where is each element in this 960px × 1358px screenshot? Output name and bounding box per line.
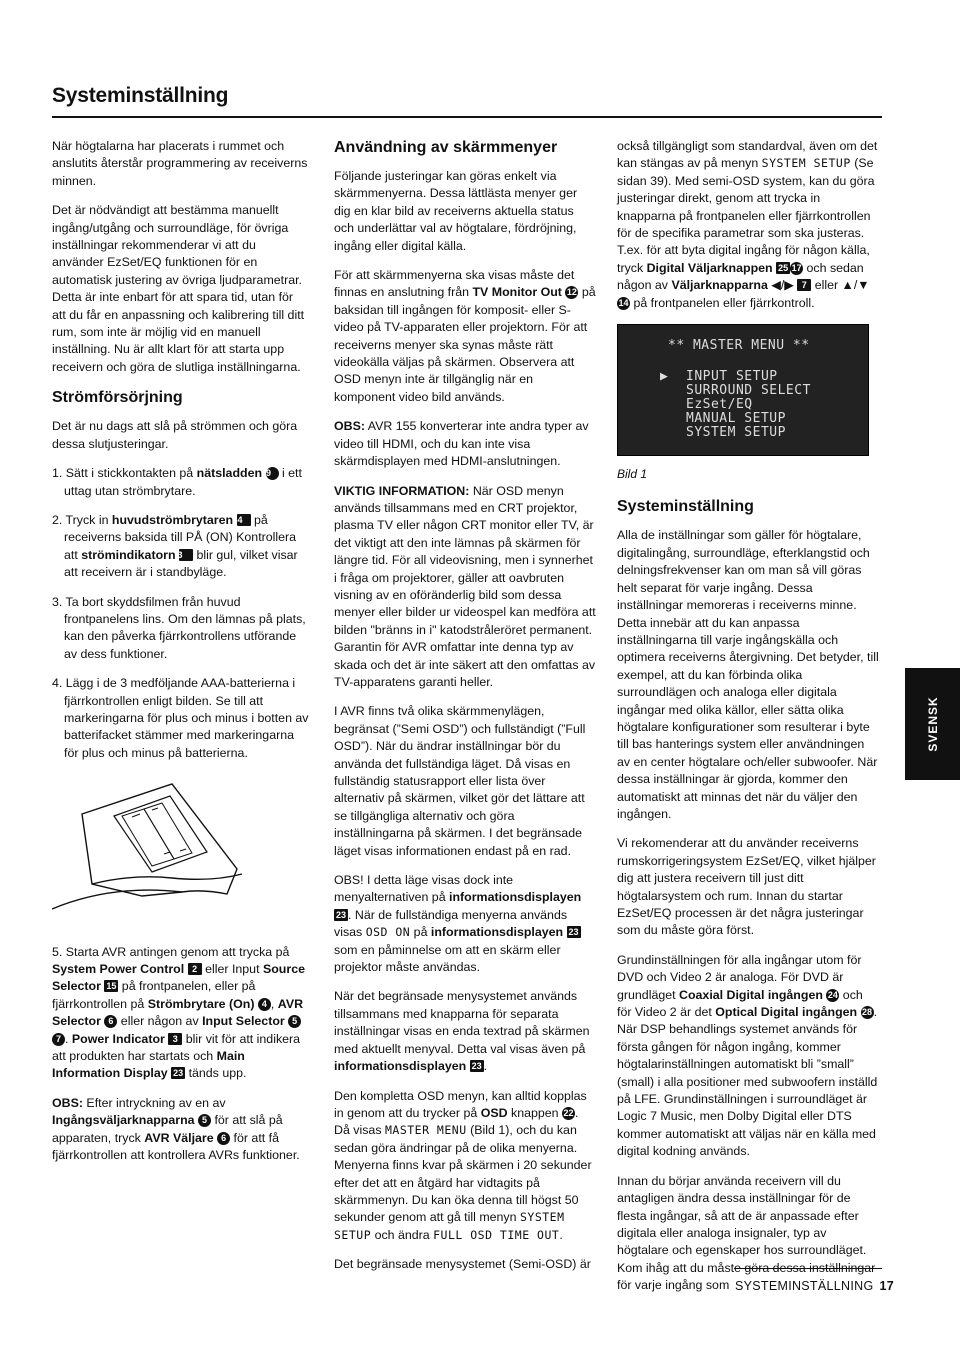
ref-number: 19: [266, 467, 279, 480]
steps-list: [52, 465, 309, 762]
paragraph: Det begränsade menysystemet (Semi-OSD) är: [334, 1257, 591, 1272]
osd-item: INPUT SETUP: [686, 369, 778, 385]
language-tab: SVENSK: [905, 668, 960, 780]
osd-master-menu-figure: [617, 324, 869, 456]
step-3: 3. Ta bort skyddsfilmen från huvud frontpanelens lins. Om den lämnas på plats, kan den påverka fjärrkontrollens utförande av dess funktioner.: [52, 594, 306, 661]
battery-illustration: [52, 774, 309, 919]
column-2: [334, 138, 596, 1286]
osd-menu-items: [686, 370, 811, 440]
paragraph: Vi rekomenderar att du använder receiverns rumskorrigeringsystem EzSet/EQ, vilket hjälper dig att justera receivern till just ditt högtalarsystem och rum. Innan du startar EzSet/EQ processen är det några justeringar som du måste göra först.: [617, 836, 876, 938]
paragraph: Det är nödvändigt att bestämma manuellt ingång/utgång och surroundläge, för övriga inställningar rekommenderar vi att du använder EzSet/EQ funktionen för en automatisk justering av övriga ljudparametrar. Detta är inte enbart för att spara tid, utan för att du får en anpassning och kalibrering till ditt rum, som inte är möjlig vid en manuell inställning. Nu är allt klart för att starta upp receivern och göra de slutliga inställningarna.: [52, 203, 305, 374]
paragraph: I AVR finns två olika skärmmenylägen, begränsat (”Semi OSD”) och fullständigt (”Full OSD”). När du ändrar inställningar bör du använda det fullständiga läget. Då visas en fullständig statusrapport eller lista över alternativ på skärmen, vilket gör det lättare att se tillgängliga alternativ och göra inställningarna på skärmen. I det begränsade läget visas informationen endast på en rad.: [334, 704, 586, 858]
paragraph: också tillgängligt som standardval, även om det kan stängas av på menyn SYSTEM SETUP (Se sidan 39). Med semi-OSD system, kan du göra justeringar direkt, genom att trycka in knapparna på frontpanelen eller fjärrkontrollen för de specifika parametrar som ska justeras. T.ex. för att byta digital ingång för någon källa, tryck Digital Väljarknappen 25 17 och sedan någon av Väljarknapparna ◀/▶ 7 eller ▲/▼ 14 på frontpanelen eller fjärrkontroll.: [617, 139, 878, 310]
paragraph: När högtalarna har placerats i rummet och anslutits återstår programmering av receiverns minnen.: [52, 139, 308, 188]
heading-system-setup: Systeminställning: [617, 498, 754, 516]
page-title: Systeminställning: [52, 84, 229, 107]
paragraph: Alla de inställningar som gäller för högtalare, digitalingång, surroundläge, efterklangstid och delningsfrekvenser kan om man så vill göras helt separat för varje ingång. Dessa inställningar memoreras i receiverns minne. Detta innebär att du kan anpassa inställningarna till varje ingångskälla och optimera receiverns återgivning. Det betyder, till exempel, att du kan förbinda olika surroundlägen och analoga eller digitala ingångar med olika källor, eller sätta olika högtalare konfigurationer som resulterar i byte till bas hanterings system eller användningen av en center högtalare och/eller subwoofer. När dessa inställningar är gjorda, kommer den automatiskt att minnas det när du väljer den ingången.: [617, 528, 879, 821]
osd-item: SURROUND SELECT: [686, 383, 811, 399]
page-footer: [735, 1279, 894, 1293]
column-1: [52, 138, 309, 1176]
step-4: 4. Lägg i de 3 medföljande AAA-batterierna i fjärrkontrollen enligt bilden. Se till att markeringarna för plus och minus i botten av batterifacket stämmer med markeringarna för plus och minus på batterierna.: [52, 676, 309, 760]
step-1: 1. Sätt i stickkontakten på nätsladden 19 i ett uttag utan strömbrytare.: [52, 466, 302, 498]
paragraph: Den kompletta OSD menyn, kan alltid kopplas in genom att du trycker på OSD knappen 22 . Då visas MASTER MENU (Bild 1), och du kan sedan göra ändringar på de olika menyerna. Menyerna finns kvar på skärmen i 20 sekunder efter det att en åtgärd har vidtagits på skärmmenyn. Du kan öka denna till högst 50 sekunder genom att gå till menyn SYSTEM SETUP och ändra FULL OSD TIME OUT.: [334, 1088, 592, 1242]
footer-label: SYSTEMINSTÄLLNING: [735, 1279, 874, 1293]
paragraph: Innan du börjar använda receivern vill du antagligen ändra dessa inställningar för de flesta ingångar, så att de är anpassade efter digitala eller analoga insignaler, typ av högtalare och egenskaper hos surroundläget. Kom ihåg att du måste göra dessa inställningar för varje ingång som: [617, 1173, 876, 1293]
column-3: [617, 138, 879, 1307]
osd-title: ** MASTER MENU **: [668, 338, 810, 354]
paragraph: När det begränsade menysystemet används tillsammans med knapparna för separata inställningar visas en enda textrad på skärmen med aktuellt menyval. Detta val visas även på informationsdisplayen 23 .: [334, 989, 590, 1074]
paragraph: VIKTIG INFORMATION: När OSD menyn används tillsammans med en CRT projektor, plasma TV eller någon CRT monitor eller TV, är det viktigt att den inte lämnas på skärmen för längre tid. För all videovisning, men i synnerhet i fråga om projektorer, gäller att oavbruten visning av en oföränderlig bild som dessa menyer eller bilder ur videospel kan medföra att bilden "bränns in i" katodstråleröret permanent. Garantin för AVR omfattar inte denna typ av skada och det är inte säkert att den omfattas av TV-apparatens garanti heller.: [334, 483, 596, 689]
obs-note: OBS: Efter intryckning av en av Ingångsväljarknapparna 5 för att slå på apparaten, tryck AVR Väljare 6 för att få fjärrkontrollen att kontrollera AVRs funktioner.: [52, 1095, 300, 1163]
header-rule: [52, 116, 882, 118]
heading-power: Strömförsörjning: [52, 389, 183, 407]
paragraph: Det är nu dags att slå på strömmen och göra dessa slutjusteringar.: [52, 419, 298, 451]
paragraph: Grundinställningen för alla ingångar utom för DVD och Video 2 är analoga. För DVD är grundläget Coaxial Digital ingången 24 och för Video 2 är det Optical Digital ingången 28 . När DSP behandlings systemet används för första gången för någon ingång, kommer högtalarinställningen automatiskt bli ”small” (small) i alla positioner med subwoofern inställd på LFE. Grundinställningen i surroundläget är Logic 7 Music, men Dolby Digital eller DTS kommer automatiskt att väljas när en källa med digital kodning används.: [617, 952, 878, 1159]
osd-item: EzSet/EQ: [686, 397, 753, 413]
step-5: 5. Starta AVR antingen genom att trycka på System Power Control 2 eller Input Source Selector 15 på frontpanelen, eller på fjärrkontrollen på Strömbrytare (On) 4 , AVR Selector 6 eller någon av Input Selector 57 . Power Indicator 3 blir vit för att indikera att produkten har startats och Main Information Display 23 tänds upp.: [52, 944, 305, 1081]
heading-screen-menus: Användning av skärmmenyer: [334, 139, 558, 156]
paragraph: Följande justeringar kan göras enkelt via skärmmenyerna. Dessa lättlästa menyer ger dig en klar bild av receiverns aktuella status och underlättar val av högtalare, fördröjning, ingång eller digital källa.: [334, 169, 578, 253]
paragraph: För att skärmmenyerna ska visas måste det finnas en anslutning från TV Monitor Out 12 på baksidan till ingången för komposit- eller S-video på TV-apparaten eller projektorn. För att receiverns menyer ska synas måste rätt videokälla väljas på skärmen. Observera att OSD menyn inte är tillgänglig när en komponent video bild används.: [334, 268, 596, 404]
osd-item: SYSTEM SETUP: [686, 425, 786, 441]
osd-item: MANUAL SETUP: [686, 411, 786, 427]
osd-cursor-icon: ▶: [660, 369, 669, 385]
step-2: 2. Tryck in huvudströmbrytaren 34 på receiverns baksida till PÅ (ON) Kontrollera att strömindikatorn 3 blir gul, vilket visar att receivern är i standbyläge.: [52, 512, 298, 580]
figure-caption: Bild 1: [617, 467, 648, 482]
page-number: 17: [879, 1279, 894, 1293]
ref-number: 34: [237, 514, 251, 526]
paragraph: OBS: AVR 155 konverterar inte andra typer av video till HDMI, och du kan inte visa skärmdisplayen med HDMI-anslutningen.: [334, 419, 589, 469]
ref-number: 3: [179, 549, 193, 561]
paragraph: OBS! I detta läge visas dock inte menyalternativen på informationsdisplayen 23 . När de fullständiga menyerna används visas OSD ON på informationsdisplayen 23 som en påminnelse om att en skärm eller projektor måste användas.: [334, 873, 582, 975]
